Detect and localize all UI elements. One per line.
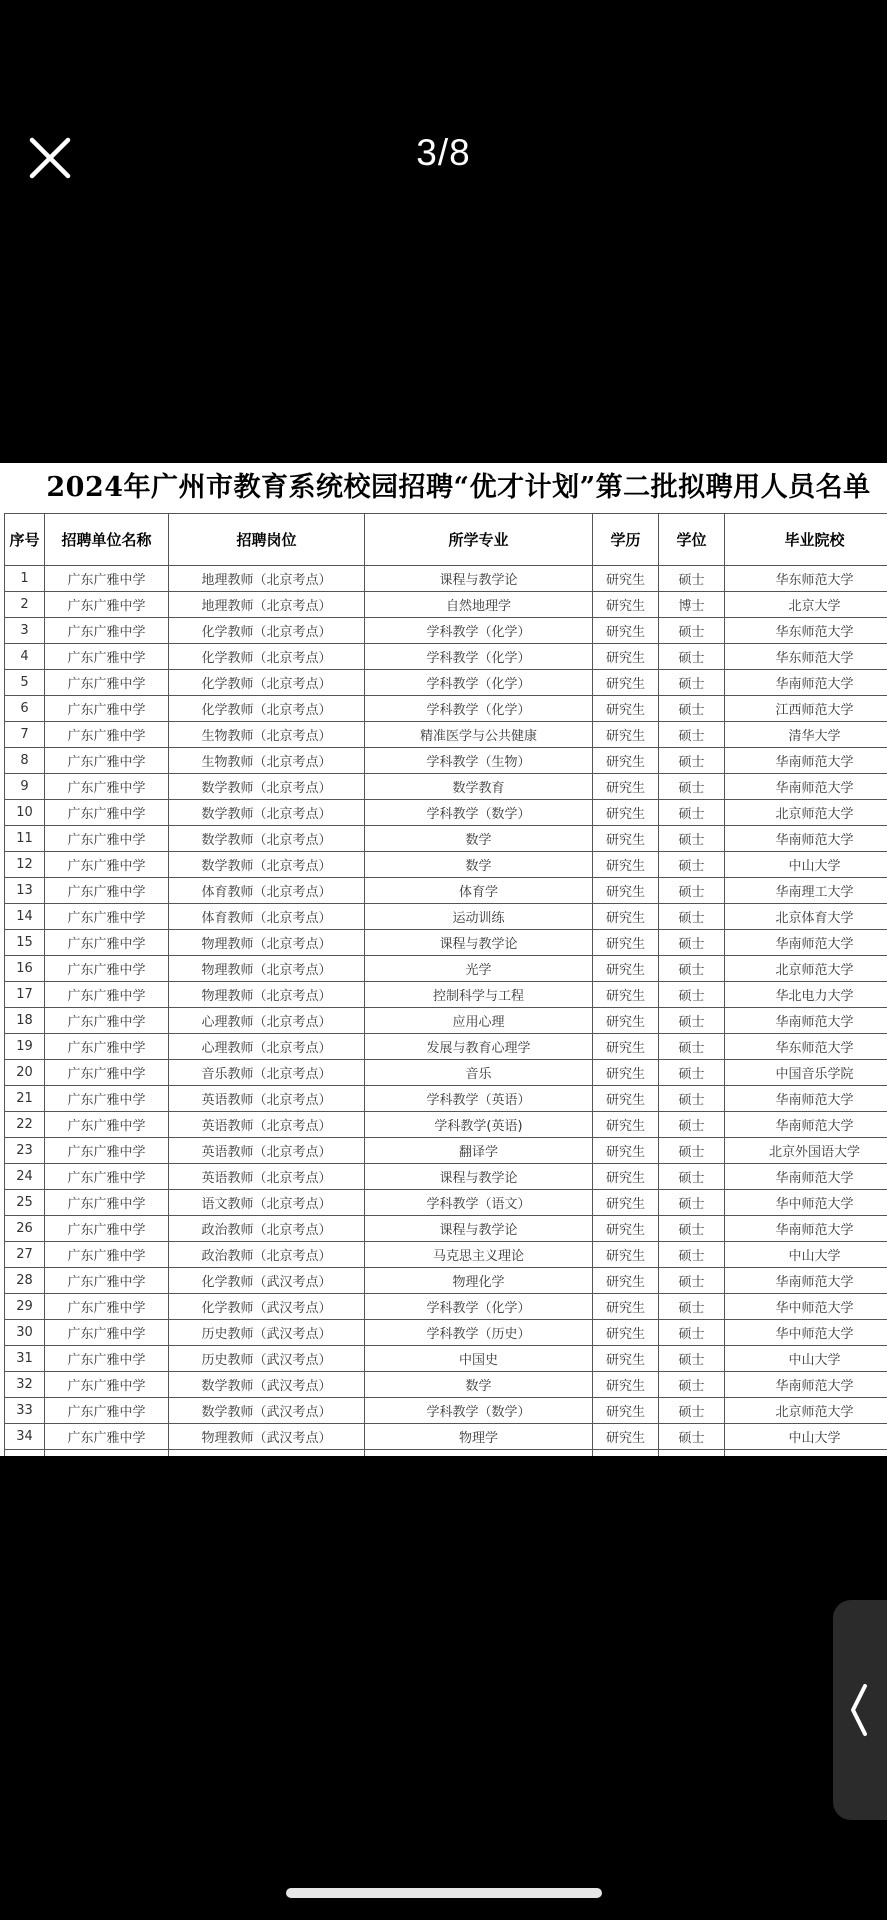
- table-cell: 23: [5, 1138, 45, 1164]
- table-cell: 19: [5, 1034, 45, 1060]
- table-cell: 化学教师（武汉考点）: [169, 1294, 365, 1320]
- table-cell: 广东广雅中学: [45, 566, 169, 592]
- table-cell: 研究生: [593, 670, 659, 696]
- table-cell: 华中师范大学: [725, 1294, 887, 1320]
- table-cell: 物理教师（北京考点）: [169, 982, 365, 1008]
- table-row: [5, 1268, 887, 1294]
- table-cell: 研究生: [593, 800, 659, 826]
- table-cell: 硕士: [659, 1138, 725, 1164]
- table-row: [5, 826, 887, 852]
- table-cell: 硕士: [659, 800, 725, 826]
- table-row: [5, 1034, 887, 1060]
- table-cell: 硕士: [659, 696, 725, 722]
- table-cell: 研究生: [593, 1268, 659, 1294]
- table-cell: 化学教师（武汉考点）: [169, 1268, 365, 1294]
- table-cell: 广东广雅中学: [45, 800, 169, 826]
- table-cell: 华南师范大学: [725, 1372, 887, 1398]
- table-cell: 硕士: [659, 1294, 725, 1320]
- table-cell: [593, 1450, 659, 1457]
- table-cell: 硕士: [659, 566, 725, 592]
- table-cell: 广东广雅中学: [45, 956, 169, 982]
- table-cell: 数学教育: [365, 774, 593, 800]
- table-row: [5, 1424, 887, 1450]
- table-cell: 11: [5, 826, 45, 852]
- page-counter: 3/8: [416, 132, 471, 173]
- table-cell: 3: [5, 618, 45, 644]
- table-cell: 华东师范大学: [725, 618, 887, 644]
- table-cell: [365, 1450, 593, 1457]
- table-cell: 研究生: [593, 1190, 659, 1216]
- table-cell: 北京体育大学: [725, 904, 887, 930]
- table-cell: 硕士: [659, 1268, 725, 1294]
- table-cell: 英语教师（北京考点）: [169, 1086, 365, 1112]
- table-cell: 广东广雅中学: [45, 826, 169, 852]
- table-cell: 25: [5, 1190, 45, 1216]
- table-cell: 华中师范大学: [725, 1320, 887, 1346]
- table-row: [5, 1372, 887, 1398]
- table-cell: 硕士: [659, 1008, 725, 1034]
- table-cell: 研究生: [593, 1164, 659, 1190]
- column-header: 毕业院校: [725, 514, 887, 566]
- table-cell: 广东广雅中学: [45, 1320, 169, 1346]
- table-row: [5, 1008, 887, 1034]
- table-cell: 数学教师（武汉考点）: [169, 1372, 365, 1398]
- table-row: [5, 1216, 887, 1242]
- table-cell: 广东广雅中学: [45, 1164, 169, 1190]
- table-cell: 硕士: [659, 1372, 725, 1398]
- table-cell: 广东广雅中学: [45, 618, 169, 644]
- table-cell: 广东广雅中学: [45, 982, 169, 1008]
- table-cell: 5: [5, 670, 45, 696]
- table-cell: 研究生: [593, 1398, 659, 1424]
- table-cell: 硕士: [659, 748, 725, 774]
- table-cell: 广东广雅中学: [45, 670, 169, 696]
- table-cell: 硕士: [659, 904, 725, 930]
- table-row: [5, 1086, 887, 1112]
- table-cell: 1: [5, 566, 45, 592]
- table-cell: 清华大学: [725, 722, 887, 748]
- table-cell: 研究生: [593, 826, 659, 852]
- table-cell: [725, 1450, 887, 1457]
- table-cell: 研究生: [593, 852, 659, 878]
- table-cell: 北京大学: [725, 592, 887, 618]
- table-cell: 华南师范大学: [725, 1268, 887, 1294]
- table-cell: 中国音乐学院: [725, 1060, 887, 1086]
- table-cell: 华南师范大学: [725, 774, 887, 800]
- table-cell: 15: [5, 930, 45, 956]
- table-cell: 华东师范大学: [725, 1034, 887, 1060]
- table-cell: 研究生: [593, 1320, 659, 1346]
- table-cell: 历史教师（武汉考点）: [169, 1320, 365, 1346]
- table-cell: 翻译学: [365, 1138, 593, 1164]
- table-cell: 学科教学（历史）: [365, 1320, 593, 1346]
- table-cell: 24: [5, 1164, 45, 1190]
- table-cell: 体育教师（北京考点）: [169, 878, 365, 904]
- table-cell: 22: [5, 1112, 45, 1138]
- table-cell: 政治教师（北京考点）: [169, 1242, 365, 1268]
- document-title: 2024年广州市教育系统校园招聘“优才计划”第二批拟聘用人员名单: [46, 472, 871, 503]
- table-cell: 10: [5, 800, 45, 826]
- table-cell: 广东广雅中学: [45, 1398, 169, 1424]
- table-row: [5, 800, 887, 826]
- table-cell: 研究生: [593, 722, 659, 748]
- table-row: [5, 1112, 887, 1138]
- table-row: [5, 696, 887, 722]
- table-row: [5, 1398, 887, 1424]
- table-cell: 广东广雅中学: [45, 1268, 169, 1294]
- table-cell: 硕士: [659, 1216, 725, 1242]
- table-cell: 硕士: [659, 1190, 725, 1216]
- table-cell: 29: [5, 1294, 45, 1320]
- document-image[interactable]: [0, 463, 887, 1456]
- table-cell: 广东广雅中学: [45, 1372, 169, 1398]
- table-cell: [169, 1450, 365, 1457]
- table-cell: 华南师范大学: [725, 930, 887, 956]
- table-cell: 精准医学与公共健康: [365, 722, 593, 748]
- table-cell: 数学教师（北京考点）: [169, 800, 365, 826]
- table-cell: 研究生: [593, 1112, 659, 1138]
- table-cell: 研究生: [593, 1346, 659, 1372]
- table-row: [5, 956, 887, 982]
- table-row: [5, 748, 887, 774]
- table-cell: 研究生: [593, 1060, 659, 1086]
- table-cell: 广东广雅中学: [45, 774, 169, 800]
- table-cell: 6: [5, 696, 45, 722]
- table-row: [5, 618, 887, 644]
- table-cell: 广东广雅中学: [45, 1112, 169, 1138]
- table-row: [5, 1320, 887, 1346]
- table-cell: 广东广雅中学: [45, 1242, 169, 1268]
- table-cell: 学科教学(英语): [365, 1112, 593, 1138]
- table-cell: 应用心理: [365, 1008, 593, 1034]
- column-header: 所学专业: [365, 514, 593, 566]
- table-cell: 研究生: [593, 774, 659, 800]
- table-cell: 物理教师（武汉考点）: [169, 1424, 365, 1450]
- table-cell: 研究生: [593, 1294, 659, 1320]
- table-cell: 华南师范大学: [725, 1086, 887, 1112]
- table-cell: [45, 1450, 169, 1457]
- table-row: [5, 930, 887, 956]
- table-cell: 广东广雅中学: [45, 930, 169, 956]
- table-cell: 研究生: [593, 618, 659, 644]
- table-cell: 政治教师（北京考点）: [169, 1216, 365, 1242]
- table-cell: 13: [5, 878, 45, 904]
- table-cell: 英语教师（北京考点）: [169, 1138, 365, 1164]
- table-cell: 课程与教学论: [365, 1216, 593, 1242]
- table-cell: 博士: [659, 592, 725, 618]
- table-cell: 数学: [365, 1372, 593, 1398]
- table-cell: 北京外国语大学: [725, 1138, 887, 1164]
- table-row: [5, 1138, 887, 1164]
- table-cell: 学科教学（化学）: [365, 618, 593, 644]
- table-cell: 研究生: [593, 696, 659, 722]
- table-cell: 化学教师（北京考点）: [169, 644, 365, 670]
- table-cell: 体育学: [365, 878, 593, 904]
- table-row: [5, 670, 887, 696]
- table-cell: 广东广雅中学: [45, 1190, 169, 1216]
- table-cell: 华南师范大学: [725, 1008, 887, 1034]
- table-cell: 2: [5, 592, 45, 618]
- table-cell: 华东师范大学: [725, 566, 887, 592]
- table-cell: 广东广雅中学: [45, 1086, 169, 1112]
- table-cell: 研究生: [593, 982, 659, 1008]
- table-cell: 硕士: [659, 722, 725, 748]
- table-cell: 物理教师（北京考点）: [169, 956, 365, 982]
- table-cell: 体育教师（北京考点）: [169, 904, 365, 930]
- table-cell: 广东广雅中学: [45, 1346, 169, 1372]
- table-cell: 广东广雅中学: [45, 722, 169, 748]
- table-cell: 学科教学（化学）: [365, 670, 593, 696]
- table-row: [5, 1060, 887, 1086]
- table-cell: 研究生: [593, 1242, 659, 1268]
- table-cell: 生物教师（北京考点）: [169, 748, 365, 774]
- table-cell: 18: [5, 1008, 45, 1034]
- table-row: [5, 1294, 887, 1320]
- table-cell: 数学教师（北京考点）: [169, 852, 365, 878]
- table-cell: 英语教师（北京考点）: [169, 1164, 365, 1190]
- table-cell: 硕士: [659, 1346, 725, 1372]
- table-cell: 研究生: [593, 878, 659, 904]
- table-cell: 研究生: [593, 566, 659, 592]
- table-cell: 7: [5, 722, 45, 748]
- table-cell: 华南师范大学: [725, 670, 887, 696]
- table-cell: 马克思主义理论: [365, 1242, 593, 1268]
- table-cell: 中国史: [365, 1346, 593, 1372]
- table-cell: 硕士: [659, 1164, 725, 1190]
- table-cell: 广东广雅中学: [45, 592, 169, 618]
- table-cell: 32: [5, 1372, 45, 1398]
- table-cell: 光学: [365, 956, 593, 982]
- table-cell: 27: [5, 1242, 45, 1268]
- table-cell: 硕士: [659, 956, 725, 982]
- table-cell: 华南师范大学: [725, 1164, 887, 1190]
- table-cell: 生物教师（北京考点）: [169, 722, 365, 748]
- table-cell: 20: [5, 1060, 45, 1086]
- table-cell: 学科教学（化学）: [365, 696, 593, 722]
- table-cell: 研究生: [593, 1216, 659, 1242]
- table-cell: 研究生: [593, 748, 659, 774]
- table-cell: 华北电力大学: [725, 982, 887, 1008]
- column-header: 招聘岗位: [169, 514, 365, 566]
- table-cell: 广东广雅中学: [45, 748, 169, 774]
- table-cell: 中山大学: [725, 1424, 887, 1450]
- table-cell: 历史教师（武汉考点）: [169, 1346, 365, 1372]
- table-row: [5, 1164, 887, 1190]
- table-cell: 华南理工大学: [725, 878, 887, 904]
- column-header: 学历: [593, 514, 659, 566]
- table-body: [5, 566, 887, 1457]
- table-cell: 33: [5, 1398, 45, 1424]
- table-cell: 硕士: [659, 644, 725, 670]
- table-cell: 广东广雅中学: [45, 1138, 169, 1164]
- table-cell: 自然地理学: [365, 592, 593, 618]
- table-cell: 硕士: [659, 1242, 725, 1268]
- table-cell: 音乐教师（北京考点）: [169, 1060, 365, 1086]
- table-cell: 14: [5, 904, 45, 930]
- table-cell: 学科教学（生物）: [365, 748, 593, 774]
- table-cell: 硕士: [659, 1112, 725, 1138]
- table-cell: 研究生: [593, 1424, 659, 1450]
- table-cell: 地理教师（北京考点）: [169, 592, 365, 618]
- table-cell: 江西师范大学: [725, 696, 887, 722]
- table-cell: 广东广雅中学: [45, 1424, 169, 1450]
- table-cell: 研究生: [593, 956, 659, 982]
- table-cell: 华南师范大学: [725, 1216, 887, 1242]
- table-cell: 学科教学（数学）: [365, 1398, 593, 1424]
- table-cell: 研究生: [593, 592, 659, 618]
- table-cell: 北京师范大学: [725, 1398, 887, 1424]
- table-cell: 数学: [365, 852, 593, 878]
- table-cell: 硕士: [659, 618, 725, 644]
- table-row: [5, 878, 887, 904]
- table-cell: 地理教师（北京考点）: [169, 566, 365, 592]
- table-cell: 研究生: [593, 1008, 659, 1034]
- table-row: [5, 852, 887, 878]
- table-cell: 研究生: [593, 1034, 659, 1060]
- table-cell: 华中师范大学: [725, 1190, 887, 1216]
- table-cell: [5, 1450, 45, 1457]
- side-panel-handle[interactable]: [833, 1600, 887, 1820]
- table-header-row: [5, 514, 887, 566]
- table-cell: 华东师范大学: [725, 644, 887, 670]
- table-cell: 物理学: [365, 1424, 593, 1450]
- table-cell: 学科教学（化学）: [365, 644, 593, 670]
- table-cell: 中山大学: [725, 852, 887, 878]
- table-cell: 学科教学（化学）: [365, 1294, 593, 1320]
- table-cell: 广东广雅中学: [45, 696, 169, 722]
- table-cell: 数学教师（北京考点）: [169, 774, 365, 800]
- table-cell: 学科教学（数学）: [365, 800, 593, 826]
- table-cell: 广东广雅中学: [45, 1060, 169, 1086]
- table-cell: 学科教学（英语）: [365, 1086, 593, 1112]
- table-cell: 控制科学与工程: [365, 982, 593, 1008]
- table-cell: 中山大学: [725, 1242, 887, 1268]
- table-cell: 化学教师（北京考点）: [169, 696, 365, 722]
- table-cell: 广东广雅中学: [45, 852, 169, 878]
- table-cell: 硕士: [659, 670, 725, 696]
- table-cell: 研究生: [593, 644, 659, 670]
- table-cell: 研究生: [593, 930, 659, 956]
- table-cell: 学科教学（语文）: [365, 1190, 593, 1216]
- column-header: 招聘单位名称: [45, 514, 169, 566]
- table-cell: 硕士: [659, 1398, 725, 1424]
- column-header: 学位: [659, 514, 725, 566]
- table-cell: 数学教师（北京考点）: [169, 826, 365, 852]
- home-indicator[interactable]: [286, 1888, 602, 1898]
- table-row: [5, 1346, 887, 1372]
- table-cell: 英语教师（北京考点）: [169, 1112, 365, 1138]
- table-cell: 9: [5, 774, 45, 800]
- table-cell: 30: [5, 1320, 45, 1346]
- table-row: [5, 1242, 887, 1268]
- table-cell: 17: [5, 982, 45, 1008]
- table-cell: 硕士: [659, 852, 725, 878]
- table-cell: 广东广雅中学: [45, 904, 169, 930]
- table-cell: 硕士: [659, 1086, 725, 1112]
- table-cell: 12: [5, 852, 45, 878]
- table-cell: 研究生: [593, 1372, 659, 1398]
- table-row: [5, 1450, 887, 1457]
- table-cell: 广东广雅中学: [45, 644, 169, 670]
- table-cell: [659, 1450, 725, 1457]
- table-cell: 华南师范大学: [725, 1112, 887, 1138]
- table-cell: 硕士: [659, 1060, 725, 1086]
- table-cell: 数学教师（武汉考点）: [169, 1398, 365, 1424]
- table-cell: 硕士: [659, 1320, 725, 1346]
- table-cell: 广东广雅中学: [45, 1294, 169, 1320]
- table-row: [5, 774, 887, 800]
- table-cell: 物理教师（北京考点）: [169, 930, 365, 956]
- column-header: 序号: [5, 514, 45, 566]
- table-row: [5, 982, 887, 1008]
- table-cell: 语文教师（北京考点）: [169, 1190, 365, 1216]
- roster-table: [4, 513, 887, 1456]
- table-cell: 硕士: [659, 774, 725, 800]
- table-cell: 课程与教学论: [365, 1164, 593, 1190]
- table-cell: 研究生: [593, 1086, 659, 1112]
- table-cell: 北京师范大学: [725, 800, 887, 826]
- table-cell: 广东广雅中学: [45, 1008, 169, 1034]
- table-cell: 16: [5, 956, 45, 982]
- table-row: [5, 644, 887, 670]
- table-cell: 4: [5, 644, 45, 670]
- table-row: [5, 1190, 887, 1216]
- chevron-left-icon: [847, 1680, 871, 1740]
- table-cell: 硕士: [659, 1424, 725, 1450]
- table-cell: 硕士: [659, 826, 725, 852]
- table-cell: 中山大学: [725, 1346, 887, 1372]
- table-cell: 华南师范大学: [725, 748, 887, 774]
- table-cell: 21: [5, 1086, 45, 1112]
- table-cell: 广东广雅中学: [45, 1216, 169, 1242]
- table-cell: 31: [5, 1346, 45, 1372]
- table-cell: 8: [5, 748, 45, 774]
- table-cell: 广东广雅中学: [45, 1034, 169, 1060]
- table-row: [5, 566, 887, 592]
- table-cell: 化学教师（北京考点）: [169, 618, 365, 644]
- table-cell: 课程与教学论: [365, 566, 593, 592]
- table-cell: 34: [5, 1424, 45, 1450]
- table-cell: 硕士: [659, 982, 725, 1008]
- table-cell: 课程与教学论: [365, 930, 593, 956]
- table-row: [5, 722, 887, 748]
- table-cell: 硕士: [659, 878, 725, 904]
- table-cell: 物理化学: [365, 1268, 593, 1294]
- table-cell: 华南师范大学: [725, 826, 887, 852]
- table-cell: 28: [5, 1268, 45, 1294]
- table-row: [5, 592, 887, 618]
- table-cell: 26: [5, 1216, 45, 1242]
- table-row: [5, 904, 887, 930]
- table-cell: 运动训练: [365, 904, 593, 930]
- table-cell: 音乐: [365, 1060, 593, 1086]
- table-cell: 心理教师（北京考点）: [169, 1008, 365, 1034]
- table-cell: 硕士: [659, 930, 725, 956]
- table-cell: 研究生: [593, 904, 659, 930]
- table-cell: 数学: [365, 826, 593, 852]
- table-cell: 广东广雅中学: [45, 878, 169, 904]
- table-cell: 发展与教育心理学: [365, 1034, 593, 1060]
- table-cell: 研究生: [593, 1138, 659, 1164]
- table-cell: 心理教师（北京考点）: [169, 1034, 365, 1060]
- table-cell: 北京师范大学: [725, 956, 887, 982]
- table-cell: 化学教师（北京考点）: [169, 670, 365, 696]
- table-cell: 硕士: [659, 1034, 725, 1060]
